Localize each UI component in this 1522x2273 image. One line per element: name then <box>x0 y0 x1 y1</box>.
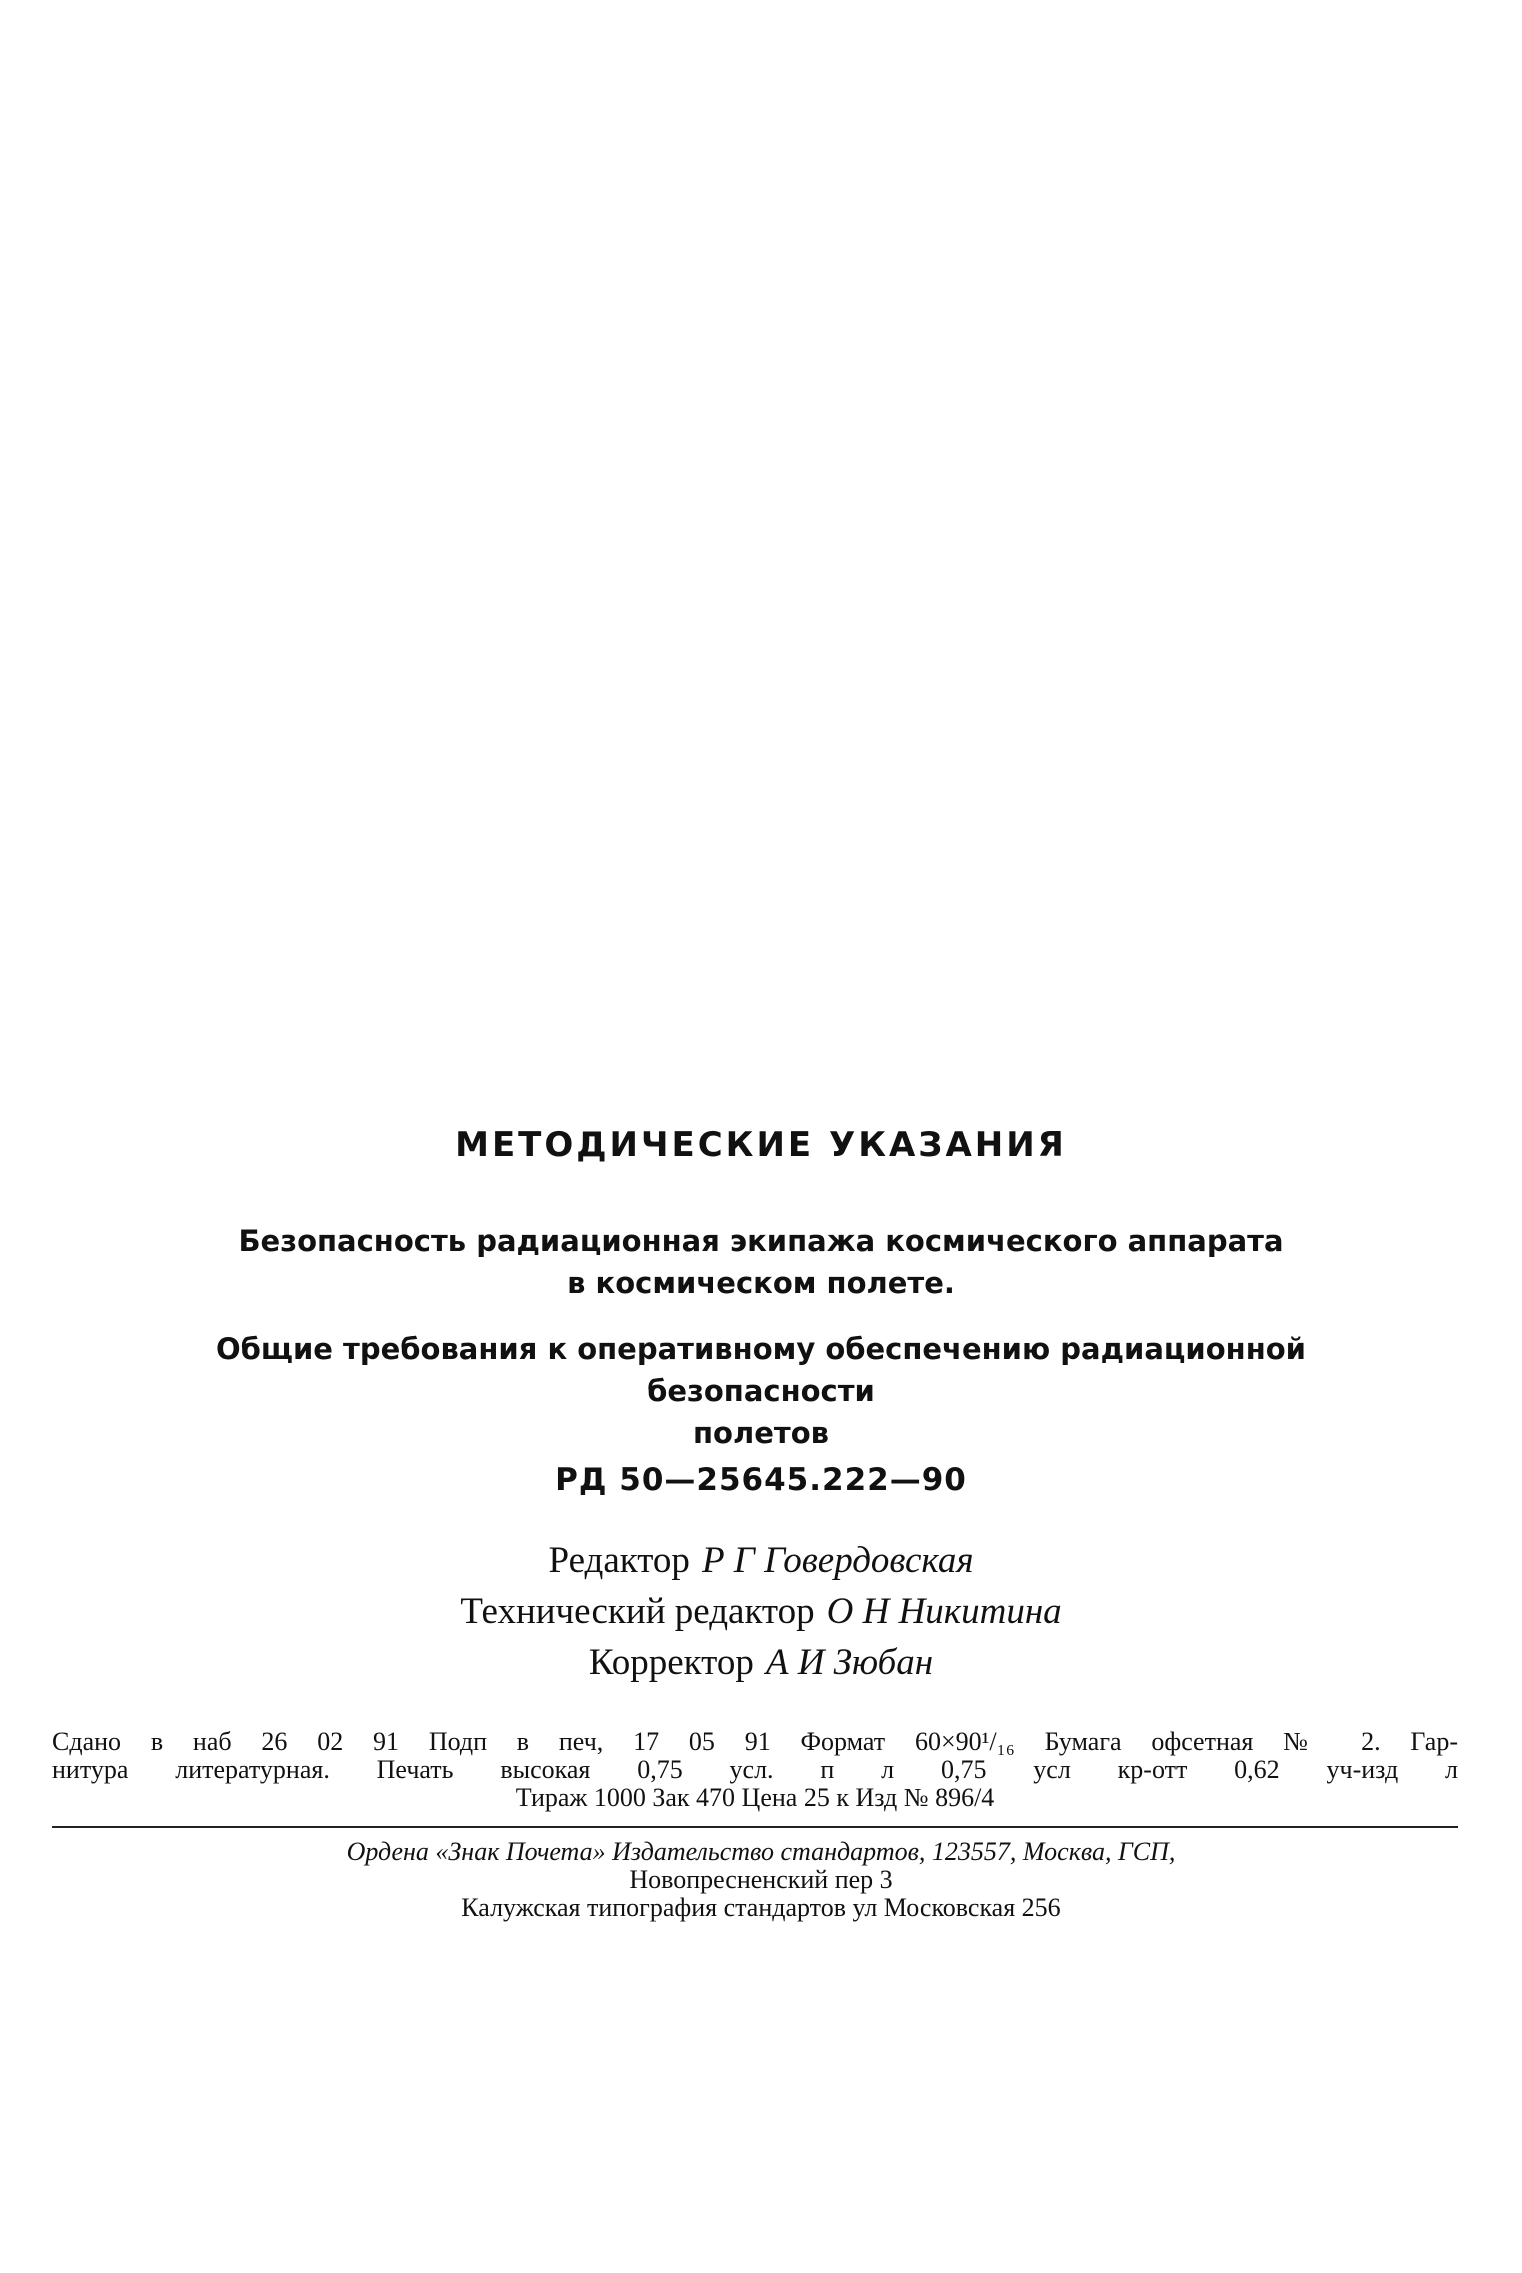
credit-person: Р Г Говердовская <box>701 1540 974 1581</box>
credit-role: Технический редактор <box>460 1591 815 1632</box>
subject-subtitle <box>100 1328 1422 1454</box>
publisher-line-2: Новопресненский пер 3 <box>629 1865 893 1894</box>
subject-subtitle-line-1: Общие требования к оперативному обеспечению радиационной безопасности <box>216 1332 1306 1408</box>
imprint-block <box>52 1728 1458 1812</box>
divider-rule <box>52 1826 1458 1828</box>
credit-proofreader <box>0 1637 1522 1688</box>
subject-title-line-2: в космическом полете. <box>567 1266 955 1300</box>
publisher-block <box>0 1838 1522 1922</box>
imprint-line-1: Сдано в наб 26 02 91 Подп в печ, 17 05 91 Формат 60×90¹/₁₆ Бумага офсетная № 2. Гар- <box>52 1727 1458 1756</box>
publisher-line-1: Ордена «Знак Почета» Издательство стандартов, 123557, Москва, ГСП, <box>346 1837 1176 1866</box>
credit-role: Редактор <box>548 1540 690 1581</box>
credit-editor <box>0 1535 1522 1586</box>
subject-subtitle-line-2: полетов <box>693 1416 829 1450</box>
credit-person: А И Зюбан <box>765 1642 934 1683</box>
document-type-heading: МЕТОДИЧЕСКИЕ УКАЗАНИЯ <box>455 1125 1067 1165</box>
document-code: РД 50—25645.222—90 <box>555 1462 967 1498</box>
credits-block <box>0 1535 1522 1688</box>
subject-title-line-1: Безопасность радиационная экипажа космического аппарата <box>238 1224 1284 1258</box>
credit-role: Корректор <box>588 1642 754 1683</box>
publisher-line-3: Калужская типография стандартов ул Московская 256 <box>461 1893 1061 1922</box>
subject-title <box>100 1220 1422 1304</box>
credit-technical-editor <box>0 1586 1522 1637</box>
imprint-line-3: Тираж 1000 Зак 470 Цена 25 к Изд № 896/4 <box>515 1783 995 1812</box>
credit-person: О Н Никитина <box>826 1591 1062 1632</box>
imprint-line-2: нитура литературная. Печать высокая 0,75 усл. п л 0,75 усл кр-отт 0,62 уч-изд л <box>52 1755 1458 1784</box>
